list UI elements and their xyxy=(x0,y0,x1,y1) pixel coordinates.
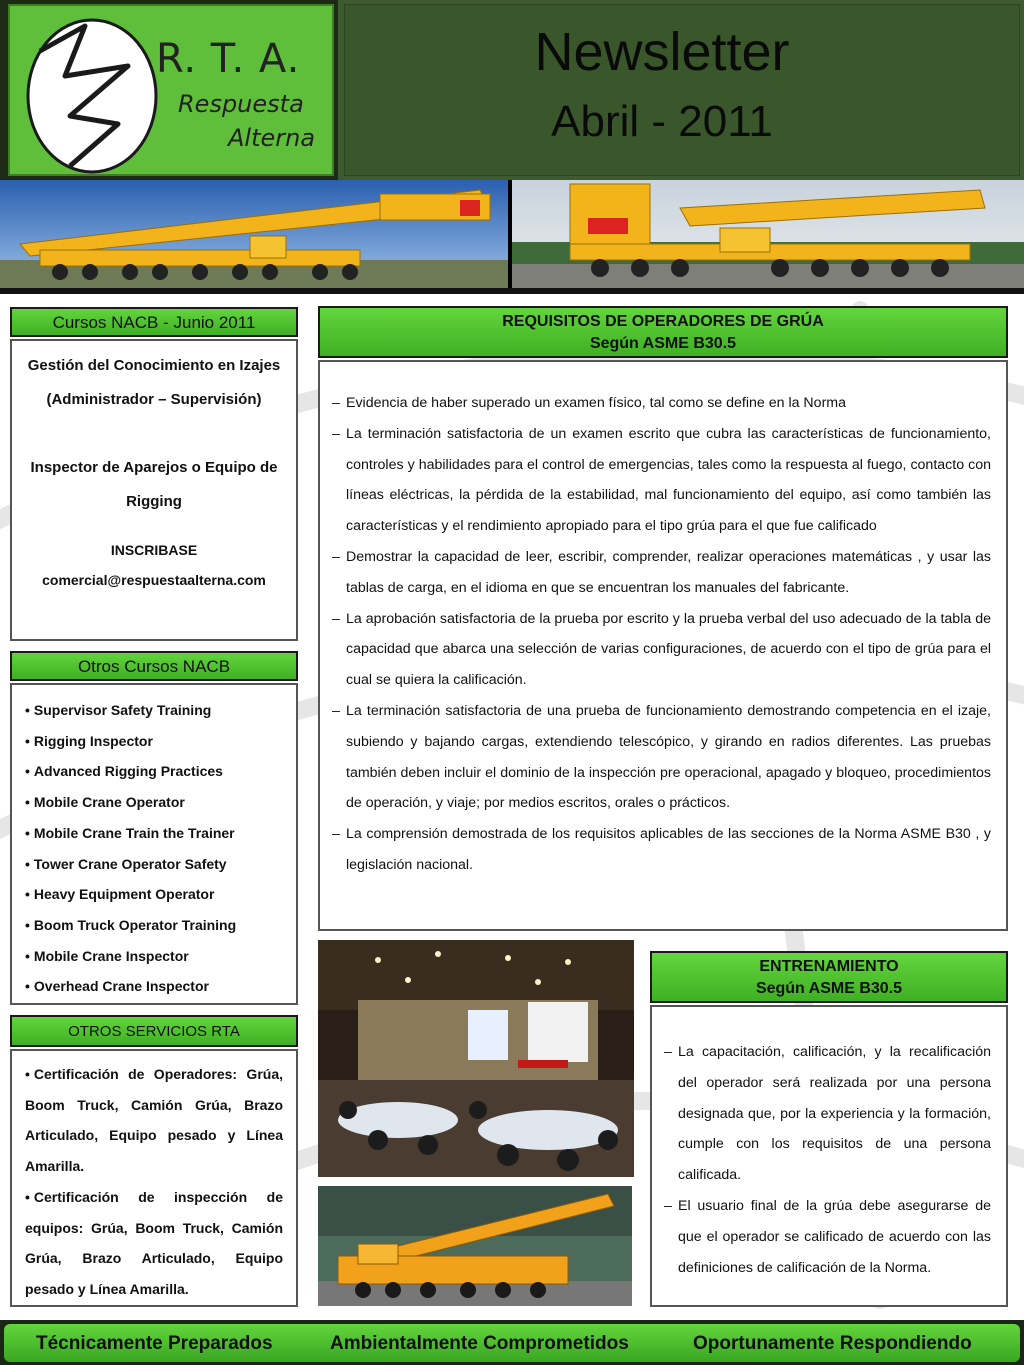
list-item: • Overhead Crane Inspector xyxy=(25,971,296,1002)
requisitos-heading-subtitle: Según ASME B30.5 xyxy=(589,335,737,352)
otros-cursos-list xyxy=(12,685,296,1002)
list-item: • Advanced Rigging Practices xyxy=(25,756,296,787)
list-item: • Certificación de Operadores: Grúa, Boom Truck, Camión Grúa, Brazo Articulado, Equipo pesado y Línea Amarilla. xyxy=(25,1059,283,1182)
cursos-nacb-panel xyxy=(10,339,298,641)
inscribase-label: INSCRIBASE xyxy=(110,542,198,558)
list-item: – La comprensión demostrada de los requisitos aplicables de las secciones de la Norma ASME B30 , y legislación nacional. xyxy=(322,819,991,881)
list-item: – La aprobación satisfactoria de la prueba por escrito y la prueba verbal del uso adecuado de la tabla de capacidad que abarca una selección de varias configuraciones, de acuerdo con el tipo de grúa para el cual se quiera la calificación. xyxy=(322,604,991,696)
newsletter-date: Abril - 2011 xyxy=(551,97,773,146)
crane-photos-image xyxy=(0,180,1024,288)
requisitos-list xyxy=(320,362,1006,881)
contact-email-link[interactable]: comercial@respuestaalterna.com xyxy=(42,572,266,588)
crane-image xyxy=(318,1186,632,1306)
otros-cursos-panel xyxy=(10,683,298,1005)
course-inspector-rigging: Inspector de Aparejos o Equipo de Rigging xyxy=(30,459,278,510)
list-item: – Evidencia de haber superado un examen físico, tal como se define en la Norma xyxy=(322,388,991,419)
logo-line1: Respuesta xyxy=(178,90,304,118)
logo-line2: Alterna xyxy=(228,124,316,152)
list-item: • Mobile Crane Inspector xyxy=(25,941,296,972)
list-item: – El usuario final de la grúa debe asegurarse de que el operador se calificado de acuerdo con las definiciones de calificación de la Norma. xyxy=(654,1191,991,1283)
crane-photo xyxy=(318,1186,632,1306)
list-item: • Mobile Crane Train the Trainer xyxy=(25,818,296,849)
list-item: • Certificación de inspección de equipos: Grúa, Boom Truck, Camión Grúa, Brazo Articulado, Equipo pesado y Línea Amarilla. xyxy=(25,1182,283,1305)
entrenamiento-heading-subtitle: Según ASME B30.5 xyxy=(755,980,903,997)
logo xyxy=(8,4,334,176)
list-item: • Supervisor Safety Training xyxy=(25,695,296,726)
entrenamiento-list xyxy=(652,1007,1006,1283)
entrenamiento-panel xyxy=(650,1005,1008,1307)
newsletter-title: Newsletter xyxy=(534,22,790,82)
list-item: • Tower Crane Operator Safety xyxy=(25,849,296,880)
requisitos-panel xyxy=(318,360,1008,931)
list-item: • Mobile Crane Operator xyxy=(25,787,296,818)
footer-slogan-respondiendo: Oportunamente Respondiendo xyxy=(693,1333,972,1354)
otros-servicios-panel xyxy=(10,1049,298,1307)
list-item: • Boom Truck Operator Training xyxy=(25,910,296,941)
list-item: – Demostrar la capacidad de leer, escribir, comprender, realizar operaciones matemáticas , y usar las tablas de carga, en el idioma en que se encuentran los manuales del fabricante. xyxy=(322,542,991,604)
classroom-photo xyxy=(318,940,634,1177)
list-item: – La terminación satisfactoria de un examen escrito que cubra las características de funcionamiento, controles y habilidades para el control de emergencias, tales como la respuesta al fuego, contacto con líneas eléctricas, la pérdida de la estabilidad, mal funcionamiento del equipo, así como también las características y el rendimiento apropiado para el tipo grúa para el que fue calificado xyxy=(322,419,991,542)
requisitos-heading-title: REQUISITOS DE OPERADORES DE GRÚA xyxy=(502,313,824,330)
list-item: • Rigging Inspector xyxy=(25,726,296,757)
list-item: – La terminación satisfactoria de una prueba de funcionamiento demostrando competencia en el izaje, subiendo y bajando cargas, extendiendo telescópico, y girando en radios diferentes. Las pruebas también deben incluir el dominio de la inspección pre operacional, apagado y bloqueo, procedimientos de operación, y viaje; por medios escritos, orales o prácticos. xyxy=(322,696,991,819)
entrenamiento-heading-title: ENTRENAMIENTO xyxy=(759,958,899,975)
classroom-image xyxy=(318,940,634,1177)
banner-divider xyxy=(0,288,1024,294)
otros-cursos-heading: Otros Cursos NACB xyxy=(10,651,298,681)
course-gestion-izajes: Gestión del Conocimiento en Izajes (Administrador – Supervisión) xyxy=(27,357,281,408)
otros-servicios-heading: OTROS SERVICIOS RTA xyxy=(10,1015,298,1047)
crane-photo-banner xyxy=(0,180,1024,288)
footer-slogan-preparados: Técnicamente Preparados xyxy=(36,1333,273,1354)
otros-servicios-list xyxy=(12,1051,296,1305)
list-item: – La capacitación, calificación, y la recalificación del operador será realizada por una persona designada que, por la experiencia y la formación, cumple con los requisitos de una persona calificada. xyxy=(654,1037,991,1191)
logo-title: R. T. A. xyxy=(156,36,301,82)
footer-slogan-comprometidos: Ambientalmente Comprometidos xyxy=(330,1333,629,1354)
entrenamiento-heading xyxy=(650,951,1008,1003)
cursos-nacb-heading: Cursos NACB - Junio 2011 xyxy=(10,307,298,337)
list-item: • Heavy Equipment Operator xyxy=(25,879,296,910)
requisitos-heading xyxy=(318,306,1008,358)
